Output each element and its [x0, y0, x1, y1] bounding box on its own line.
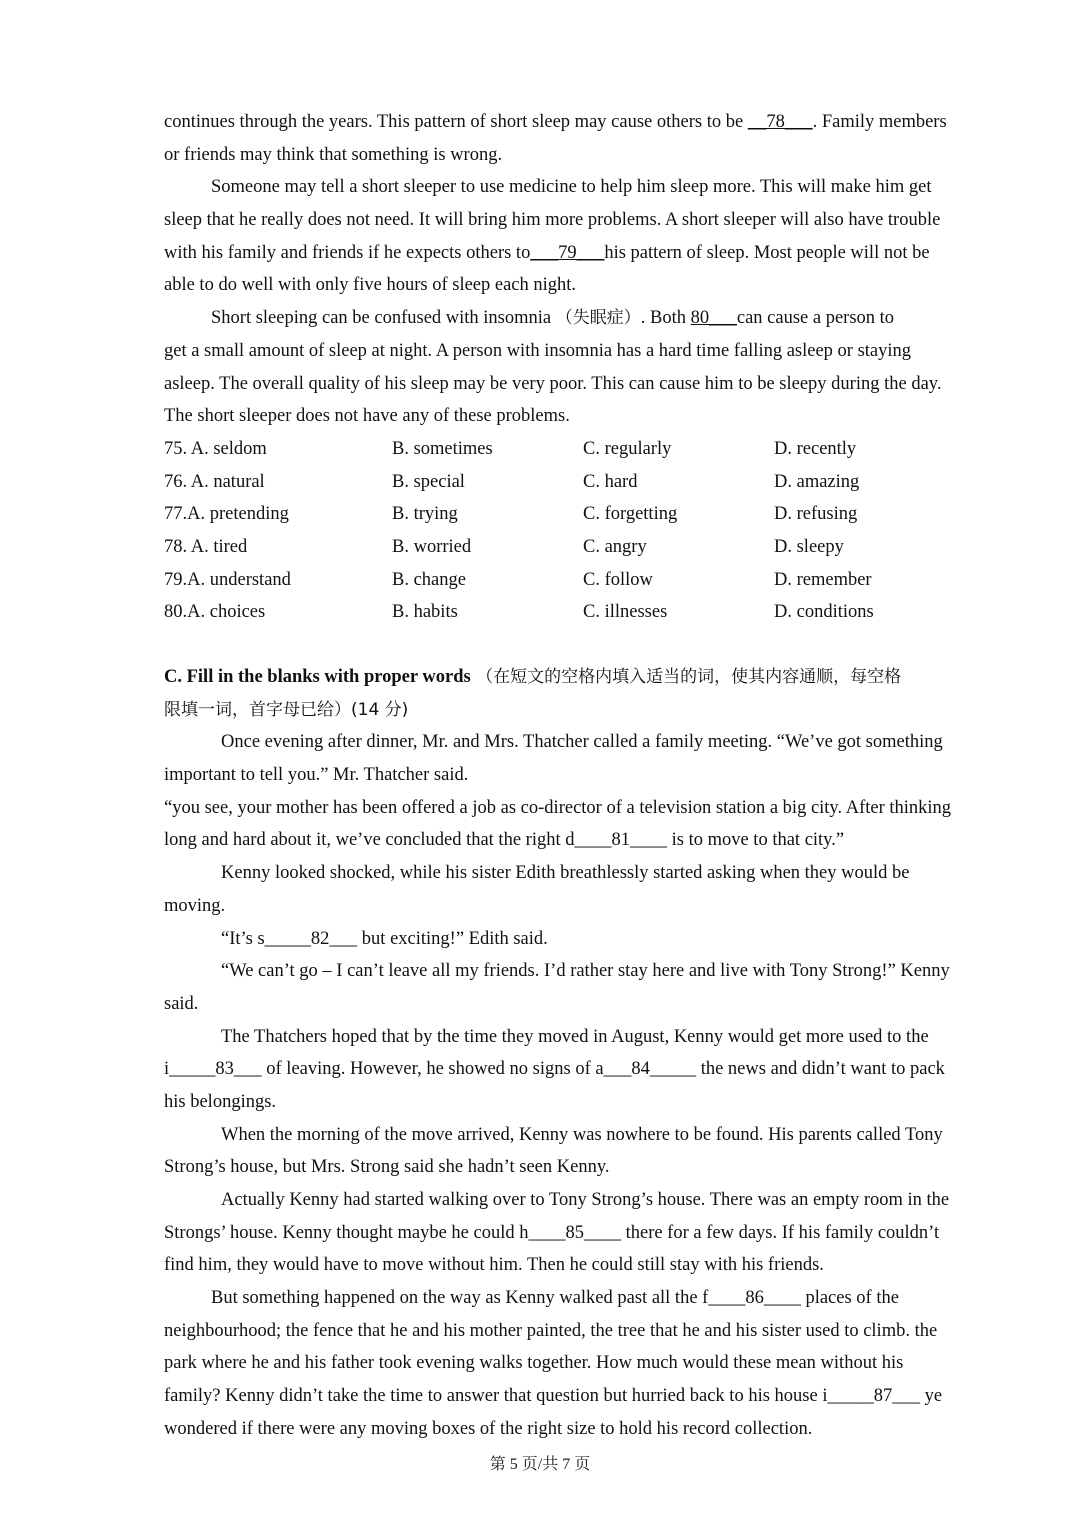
option-c: C. angry	[583, 536, 647, 557]
text-run: Actually Kenny had started walking over to Tony Strong’s house. There was an empty room in the	[221, 1190, 950, 1210]
paragraph-line	[164, 335, 984, 368]
text-run: “It’s s_____82___ but exciting!” Edith said.	[221, 928, 548, 949]
text-run: When the morning of the move arrived, Kenny was nowhere to be found. His parents called Tony	[221, 1124, 943, 1145]
paragraph-line	[164, 1021, 984, 1054]
option-a: 76. A. natural	[164, 471, 265, 492]
option-a: 78. A. tired	[164, 536, 248, 557]
paragraph-line	[164, 302, 984, 335]
paragraph-line	[164, 368, 984, 401]
blank: __78___	[747, 112, 813, 132]
paragraph-line	[164, 1086, 984, 1119]
passage-c	[164, 726, 984, 1445]
paragraph-line	[164, 139, 984, 172]
paragraph-line	[164, 726, 984, 759]
text-run: Short sleeping can be confused with insomnia	[211, 308, 556, 329]
text-run: continues through the years. This pattern of short sleep may cause others to be	[164, 112, 748, 132]
section-c-title: C. Fill in the blanks with proper words	[164, 667, 471, 687]
paragraph-line	[164, 759, 984, 792]
document-page	[164, 106, 984, 1446]
text-run: sleep that he really does not need. It will bring him more problems. A short sleeper will also have trouble	[164, 210, 941, 231]
option-d: D. conditions	[774, 602, 874, 623]
text-run: park where he and his father took evening walks together. How much would these mean without his	[164, 1353, 904, 1374]
paragraph-line	[164, 171, 984, 204]
text-run: Kenny looked shocked, while his sister Edith breathlessly started asking when they would be	[221, 863, 910, 884]
paragraph-line	[164, 106, 984, 139]
paragraph-line	[164, 1282, 984, 1315]
paragraph-line	[164, 890, 984, 923]
option-a: 79.A. understand	[164, 569, 291, 590]
text-run: able to do well with only five hours of sleep each night.	[164, 275, 577, 296]
blank: 80___	[690, 308, 737, 329]
text-run: or friends may think that something is wrong.	[164, 144, 503, 165]
text-run: important to tell you.” Mr. Thatcher said.	[164, 765, 469, 786]
option-c: C. regularly	[583, 438, 672, 459]
question-options-row	[164, 466, 984, 499]
text-run: The short sleeper does not have any of these problems.	[164, 406, 570, 427]
paragraph-line	[164, 1413, 984, 1446]
text-run: get a small amount of sleep at night. A person with insomnia has a hard time falling asleep or staying	[164, 340, 912, 361]
paragraph-line	[164, 204, 984, 237]
paragraph-line	[164, 1315, 984, 1348]
question-options-row	[164, 596, 984, 629]
paragraph-line	[164, 857, 984, 890]
option-c: C. follow	[583, 569, 653, 590]
section-c-instruction: （在短文的空格内填入适当的词，使其内容通顺，每空格	[470, 667, 902, 687]
text-run: （失眠症）	[555, 308, 641, 329]
option-d: D. sleepy	[774, 536, 844, 557]
text-run: Strong’s house, but Mrs. Strong said she hadn’t seen Kenny.	[164, 1157, 610, 1178]
text-run: family? Kenny didn’t take the time to answer that question but hurried back to his house i_____87___ ye	[164, 1386, 943, 1407]
option-d: D. recently	[774, 438, 857, 459]
paragraph-line	[164, 792, 984, 825]
section-gap	[164, 629, 984, 661]
text-run: with his family and friends if he expects others to	[164, 242, 531, 263]
paragraph-line	[164, 1249, 984, 1282]
section-c-heading	[164, 661, 984, 694]
paragraph-line	[164, 1184, 984, 1217]
text-run: neighbourhood; the fence that he and his mother painted, the tree that he and his sister used to climb. the	[164, 1320, 938, 1341]
option-c: C. illnesses	[583, 602, 668, 623]
option-b: B. habits	[392, 602, 458, 623]
option-d: D. remember	[774, 569, 872, 590]
option-d: D. refusing	[774, 504, 858, 525]
paragraph-line	[164, 824, 984, 857]
text-run: long and hard about it, we’ve concluded that the right d____81____ is to move to that city.”	[164, 830, 845, 851]
question-options-row	[164, 433, 984, 466]
text-run: his belongings.	[164, 1091, 277, 1112]
text-run: “We can’t go – I can’t leave all my friends. I’d rather stay here and live with Tony Strong!” Kenny	[221, 961, 950, 982]
option-b: B. trying	[392, 504, 458, 525]
text-run: The Thatchers hoped that by the time they moved in August, Kenny would get more used to the	[221, 1026, 929, 1047]
section-c-instruction-cont	[164, 694, 984, 727]
option-b: B. worried	[392, 536, 472, 557]
text-run: can cause a person to	[736, 308, 895, 329]
question-options-row	[164, 531, 984, 564]
text-run: . Family members	[812, 112, 947, 132]
paragraph-line	[164, 1217, 984, 1250]
paragraph-line	[164, 1053, 984, 1086]
option-d: D. amazing	[774, 471, 860, 492]
paragraph-line	[164, 955, 984, 988]
option-a: 80.A. choices	[164, 602, 266, 623]
paragraph-line	[164, 923, 984, 956]
option-b: B. sometimes	[392, 438, 493, 459]
section-c-instruction-line2: 限填一词，首字母已给）(14 分)	[164, 699, 409, 720]
text-run: wondered if there were any moving boxes of the right size to hold his record collection.	[164, 1418, 813, 1439]
text-run: Once evening after dinner, Mr. and Mrs. Thatcher called a family meeting. “We’ve got something	[221, 732, 943, 753]
blank: ___79___	[530, 242, 605, 263]
text-run: moving.	[164, 895, 226, 916]
answer-options	[164, 433, 984, 629]
option-a: 75. A. seldom	[164, 438, 267, 459]
text-run: i_____83___ of leaving. However, he showed no signs of a___84_____ the news and didn’t want to pack	[164, 1059, 945, 1080]
text-run: Someone may tell a short sleeper to use medicine to help him sleep more. This will make him get	[211, 177, 932, 198]
option-c: C. forgetting	[583, 504, 678, 525]
question-options-row	[164, 564, 984, 597]
text-run: said.	[164, 993, 199, 1014]
text-run: “you see, your mother has been offered a job as co-director of a television station a big city. After thinking	[164, 797, 952, 818]
paragraph-line	[164, 237, 984, 270]
text-run: find him, they would have to move without him. Then he could still stay with his friends.	[164, 1255, 824, 1276]
text-run: his pattern of sleep. Most people will not be	[604, 242, 930, 263]
option-b: B. special	[392, 471, 465, 492]
paragraph-line	[164, 400, 984, 433]
paragraph-line	[164, 1347, 984, 1380]
option-a: 77.A. pretending	[164, 504, 289, 525]
paragraph-line	[164, 269, 984, 302]
paragraph-line	[164, 988, 984, 1021]
passage-b	[164, 106, 984, 433]
option-b: B. change	[392, 569, 466, 590]
text-run: . Both	[640, 308, 691, 329]
paragraph-line	[164, 1380, 984, 1413]
text-run: Strongs’ house. Kenny thought maybe he could h____85____ there for a few days. If his family couldn’t	[164, 1222, 940, 1243]
paragraph-line	[164, 1151, 984, 1184]
text-run: But something happened on the way as Kenny walked past all the f____86____ places of the	[211, 1288, 899, 1309]
page-footer: 第 5 页/共 7 页	[489, 1456, 591, 1473]
paragraph-line	[164, 1119, 984, 1152]
question-options-row	[164, 498, 984, 531]
option-c: C. hard	[583, 471, 638, 492]
text-run: asleep. The overall quality of his sleep may be very poor. This can cause him to be sleepy during the day.	[164, 373, 942, 394]
